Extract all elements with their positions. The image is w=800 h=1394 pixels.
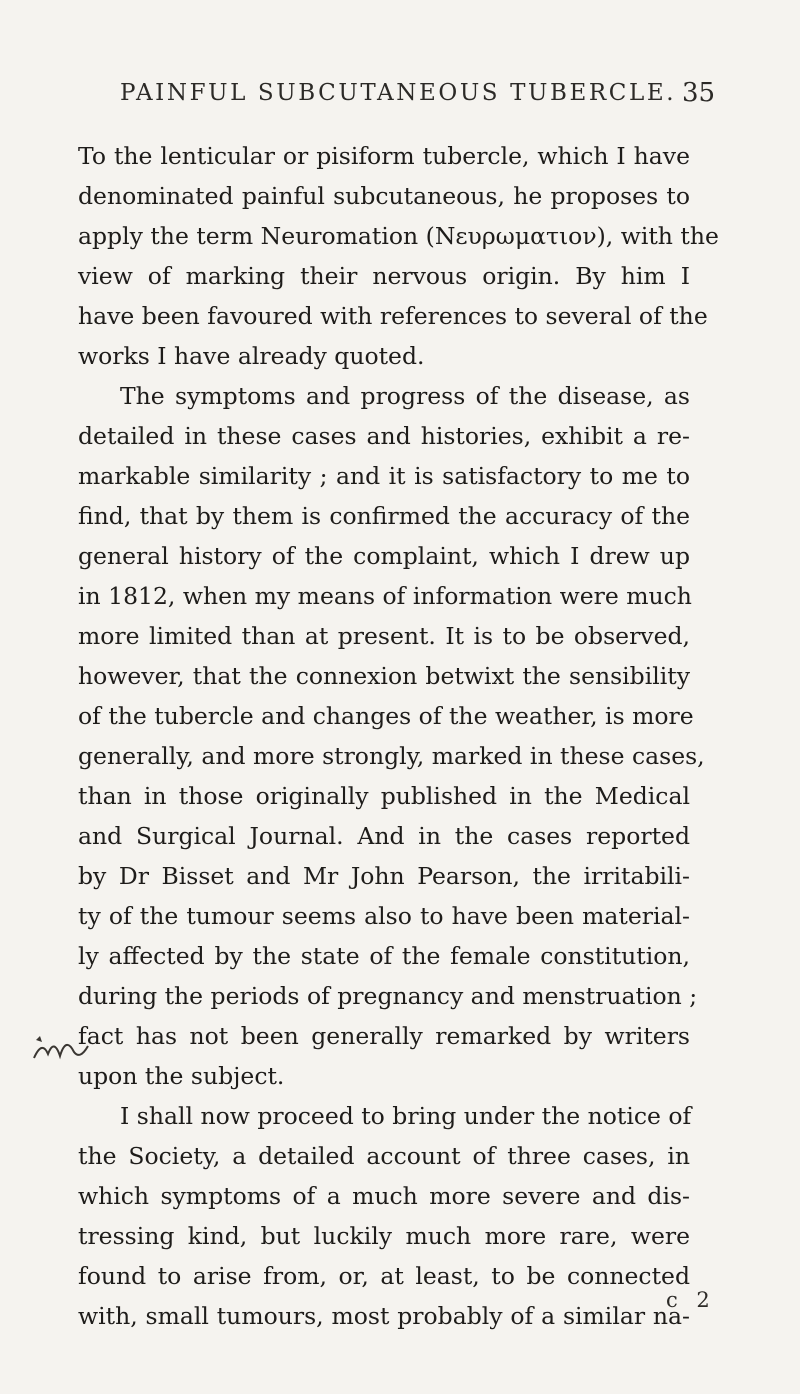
text-line: by Dr Bisset and Mr John Pearson, the irritabili- [78,862,690,890]
handwritten-annotation-mark [30,1032,94,1062]
text-line: ty of the tumour seems also to have been material- [78,902,690,930]
text-line: more limited than at present. It is to be observed, [78,622,690,650]
text-line: markable similarity ; and it is satisfactory to me to [78,462,690,490]
text-line: ly affected by the state of the female constitution, [78,942,690,970]
text-line: I shall now proceed to bring under the notice of [120,1102,692,1130]
text-line: tressing kind, but luckily much more rare, were [78,1222,690,1250]
running-head: PAINFUL SUBCUTANEOUS TUBERCLE. [120,80,677,106]
text-line: fact has not been generally remarked by writers [78,1022,690,1050]
text-line: which symptoms of a much more severe and dis- [78,1182,690,1210]
page-number: 35 [682,78,716,108]
text-line: generally, and more strongly, marked in these cases, [78,742,705,770]
text-line: have been favoured with references to several of the [78,302,708,330]
text-line: To the lenticular or pisiform tubercle, which I have [78,142,690,170]
text-line: works I have already quoted. [78,342,425,370]
text-line: the Society, a detailed account of three cases, in [78,1142,690,1170]
text-line: during the periods of pregnancy and menstruation ; [78,982,698,1010]
text-line: upon the subject. [78,1062,285,1090]
text-line: with, small tumours, most probably of a similar na- [78,1302,690,1330]
text-line: of the tubercle and changes of the weather, is more [78,702,694,730]
text-line: The symptoms and progress of the disease, as [120,382,690,410]
text-line: found to arise from, or, at least, to be connected [78,1262,690,1290]
text-line: general history of the complaint, which I drew up [78,542,690,570]
text-line: denominated painful subcutaneous, he proposes to [78,182,690,210]
signature-mark: c 2 [666,1288,716,1312]
text-line: however, that the connexion betwixt the sensibility [78,662,690,690]
text-line: in 1812, when my means of information were much [78,582,692,610]
text-line: than in those originally published in the Medical [78,782,690,810]
text-line: view of marking their nervous origin. By him I [78,262,690,290]
text-line: detailed in these cases and histories, exhibit a re- [78,422,690,450]
text-line: apply the term Neuromation (Νευρωματιον), with the [78,222,719,250]
text-line: find, that by them is confirmed the accuracy of the [78,502,690,530]
text-line: and Surgical Journal. And in the cases reported [78,822,690,850]
